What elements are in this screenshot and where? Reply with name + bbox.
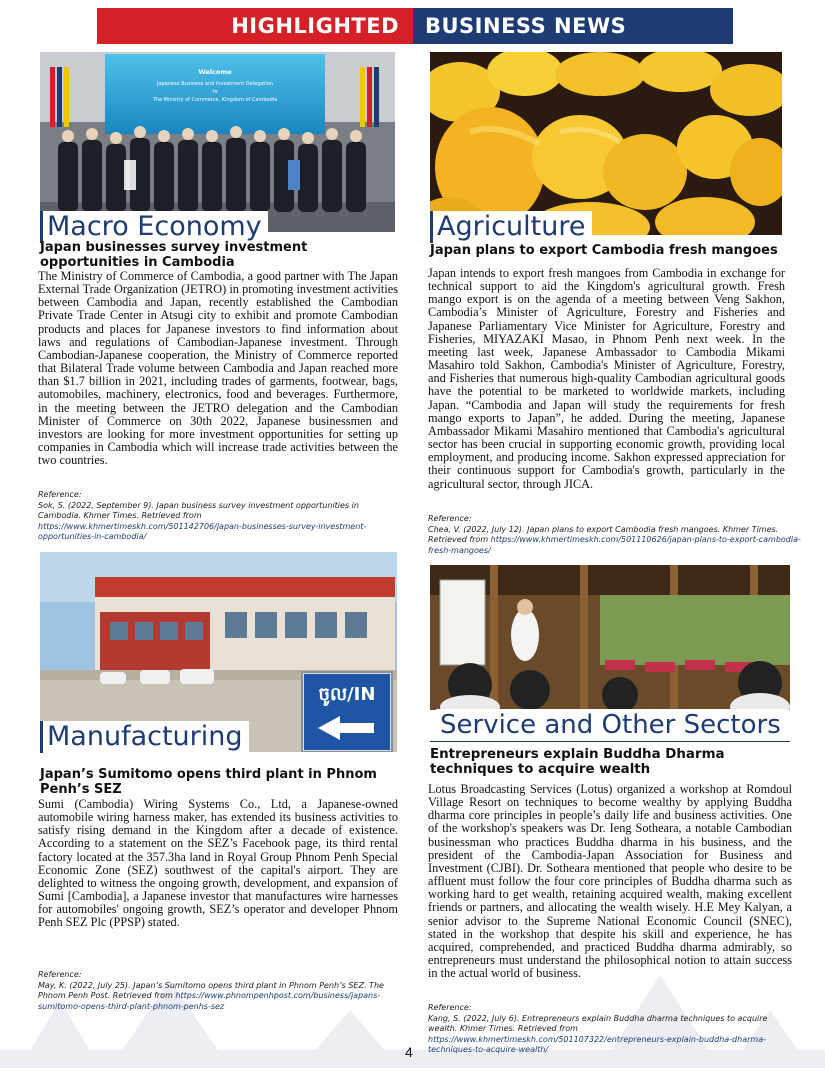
article-body-service-sectors: Lotus Broadcasting Services (Lotus) organized a workshop at Romdoul Village Resort on techniques to become wealthy by applying Buddha dharma core principles in people’s daily life and business activities. One of the workshop's speakers was Dr. Ieng Sotheara, a notable Cambodian businessman who practices Buddha dharma in his business, and the president of the Cambodia-Japan Association for Business and Investment (CJBI). Dr. Sotheara mentioned that people who desire to be affluent must follow the four core principles of Buddha dharma such as working hard to get wealth, retaining acquired wealth, making excellent friends or partners, and allocating the wealth wisely. H.E Mey Kalyan, a senior advisor to the Supreme National Economic Council (SNEC), stated in the workshop that despite his skill and experience, he has acquired, comprehended, and practiced Buddha dharma admirably, so entrepreneurs must understand the philosophical notion to attain success in the actual world of business. xyxy=(428,782,792,981)
svg-text:The Ministry of Commerce, King: The Ministry of Commerce, Kingdom of Cambodia xyxy=(152,97,278,103)
service-sectors-photo xyxy=(430,565,790,710)
svg-text:to: to xyxy=(212,89,218,95)
reference-agriculture xyxy=(428,514,810,556)
section-label-agriculture: Agriculture xyxy=(430,211,592,243)
article-body-macro-economy: The Ministry of Commerce of Cambodia, a good partner with The Japan External Trade Organization (JETRO) in promoting investment activities between Cambodia and Japan, recently established the Cambodian Private Trade Center in Atsugi city to exhibit and promote Cambodian products and places for Japanese investors to find information about laws and regulations of Cambodian-Japanese investment. Through Cambodian-Japanese cooperation, the Ministry of Commerce reported that Bilateral Trade volume between Cambodia and Japan reached more than $1.7 billion in 2021, including trades of garments, footwear, bags, automobiles, machinery, electronics, food and beverages. Furthermore, in the meeting between the JETRO delegation and the Cambodian Minister of Commerce on 30th 2022, Japanese businessmen and investors are looking for more investment opportunities for setting up companies in Cambodia which will increase trade activities between the two countries. xyxy=(38,269,398,468)
headline-agriculture: Japan plans to export Cambodia fresh mangoes xyxy=(430,243,778,258)
headline-macro-economy: Japan businesses survey investment opportunities in Cambodia xyxy=(40,240,308,270)
reference-link[interactable]: https://www.khmertimeskh.com/501107322/entrepreneurs-explain-buddha-dharma-techniques-to-acquire-wealth/ xyxy=(428,1034,766,1054)
section-label-manufacturing: Manufacturing xyxy=(40,721,249,753)
reference-citation: Kang, S. (2022, July 6). Entrepreneurs explain Buddha dharma techniques to acquire wealth. Khmer Times. Retrieved from xyxy=(428,1013,768,1033)
agriculture-photo xyxy=(430,52,782,235)
headline-manufacturing: Japan’s Sumitomo opens third plant in Phnom Penh’s SEZ xyxy=(40,767,377,797)
reference-label: Reference: xyxy=(428,1003,472,1012)
reference-citation: May, K. (2022, July 25). Japan’s Sumitomo opens third plant in Phnom Penh’s SEZ. The Phnom Penh Post. Retrieved from xyxy=(38,980,384,1000)
header-banner xyxy=(97,8,733,44)
reference-link[interactable]: https://www.khmertimeskh.com/501142706/japan-businesses-survey-investment-opportunities-in-cambodia/ xyxy=(38,521,367,541)
section-label-service-sectors: Service and Other Sectors xyxy=(436,709,787,741)
article-body-manufacturing: Sumi (Cambodia) Wiring Systems Co., Ltd, a Japanese-owned automobile wiring harness maker, has extended its business activities to satisfy rising demand in the Kingdom after a decade of existence. According to a statement on the SEZ’s Facebook page, its third rental factory located at the 357.3ha land in Royal Group Phnom Penh Special Economic Zone (SEZ) southwest of the capital's airport. They are delighted to witness the ongoing growth, development, and expansion of Sumi [Cambodia], a Japanese investor that manufactures wire harnesses for automobiles' ongoing growth, SEZ’s operator and developer Phnom Penh SEZ Plc (PPSP) stated. xyxy=(38,797,398,930)
reference-citation: Chea, V. (2022, July 12). Japan plans to export Cambodia fresh mangoes. Khmer Times. Retrieved from xyxy=(428,524,779,544)
svg-text:ចូល/IN: ចូល/IN xyxy=(318,684,376,705)
reference-macro-economy xyxy=(38,490,400,543)
reference-label: Reference: xyxy=(428,514,472,523)
header-business-news: BUSINESS NEWS xyxy=(413,8,733,44)
reference-link[interactable]: https://www.phnompenhpost.com/business/japans-sumitomo-opens-third-plant-phnom-penhs-sez xyxy=(38,991,381,1011)
reference-label: Reference: xyxy=(38,490,82,499)
section-rule xyxy=(430,741,790,742)
svg-text:Welcome: Welcome xyxy=(198,68,232,76)
page-number: 4 xyxy=(405,1044,413,1060)
reference-label: Reference: xyxy=(38,970,82,979)
header-highlighted: HIGHLIGHTED xyxy=(97,8,413,44)
headline-service-sectors: Entrepreneurs explain Buddha Dharma techniques to acquire wealth xyxy=(430,747,725,777)
article-body-agriculture: Japan intends to export fresh mangoes from Cambodia in exchange for technical support to aid the Kingdom's agricultural growth. Fresh mango export is on the agenda of a meeting between Veng Sakhon, Cambodia’s Minister of Agriculture, Forestry and Fisheries and Japanese Parliamentary Vice Minister for Agriculture, Forestry and Fisheries, MIYAZAKI Masao, in Phnom Penh next week. In the meeting last week, Japanese Ambassador to Cambodia Mikami Masahiro told Sakhon, Cambodia's Minister of Agriculture, Forestry, and Fisheries that numerous high-quality Cambodian agricultural goods have the potential to be marketed to worldwide markets, including Japan. “Cambodia and Japan will study the requirements for fresh mango exports to Japan”, he added. During the meeting, Japanese Ambassador Mikami Masahiro mentioned that Cambodia's agricultural sector has been crucial in supporting economic growth, providing local employment, and producing income. Sakhon expressed appreciation for their continuous support for Cambodia's growth, particularly in the agricultural sector, through JICA. xyxy=(428,266,785,491)
svg-text:Japanese Business and Investme: Japanese Business and Investment Delegation xyxy=(156,81,274,87)
reference-link[interactable]: https://www.khmertimeskh.com/501110626/japan-plans-to-export-cambodia-fresh-mangoes/ xyxy=(428,535,801,555)
section-label-macro-economy: Macro Economy xyxy=(40,211,268,243)
macro-economy-photo xyxy=(40,52,395,232)
reference-citation: Sok, S. (2022, September 9). Japan business survey investment opportunities in Cambodia. Khmer Times. Retrieved from xyxy=(38,500,359,520)
